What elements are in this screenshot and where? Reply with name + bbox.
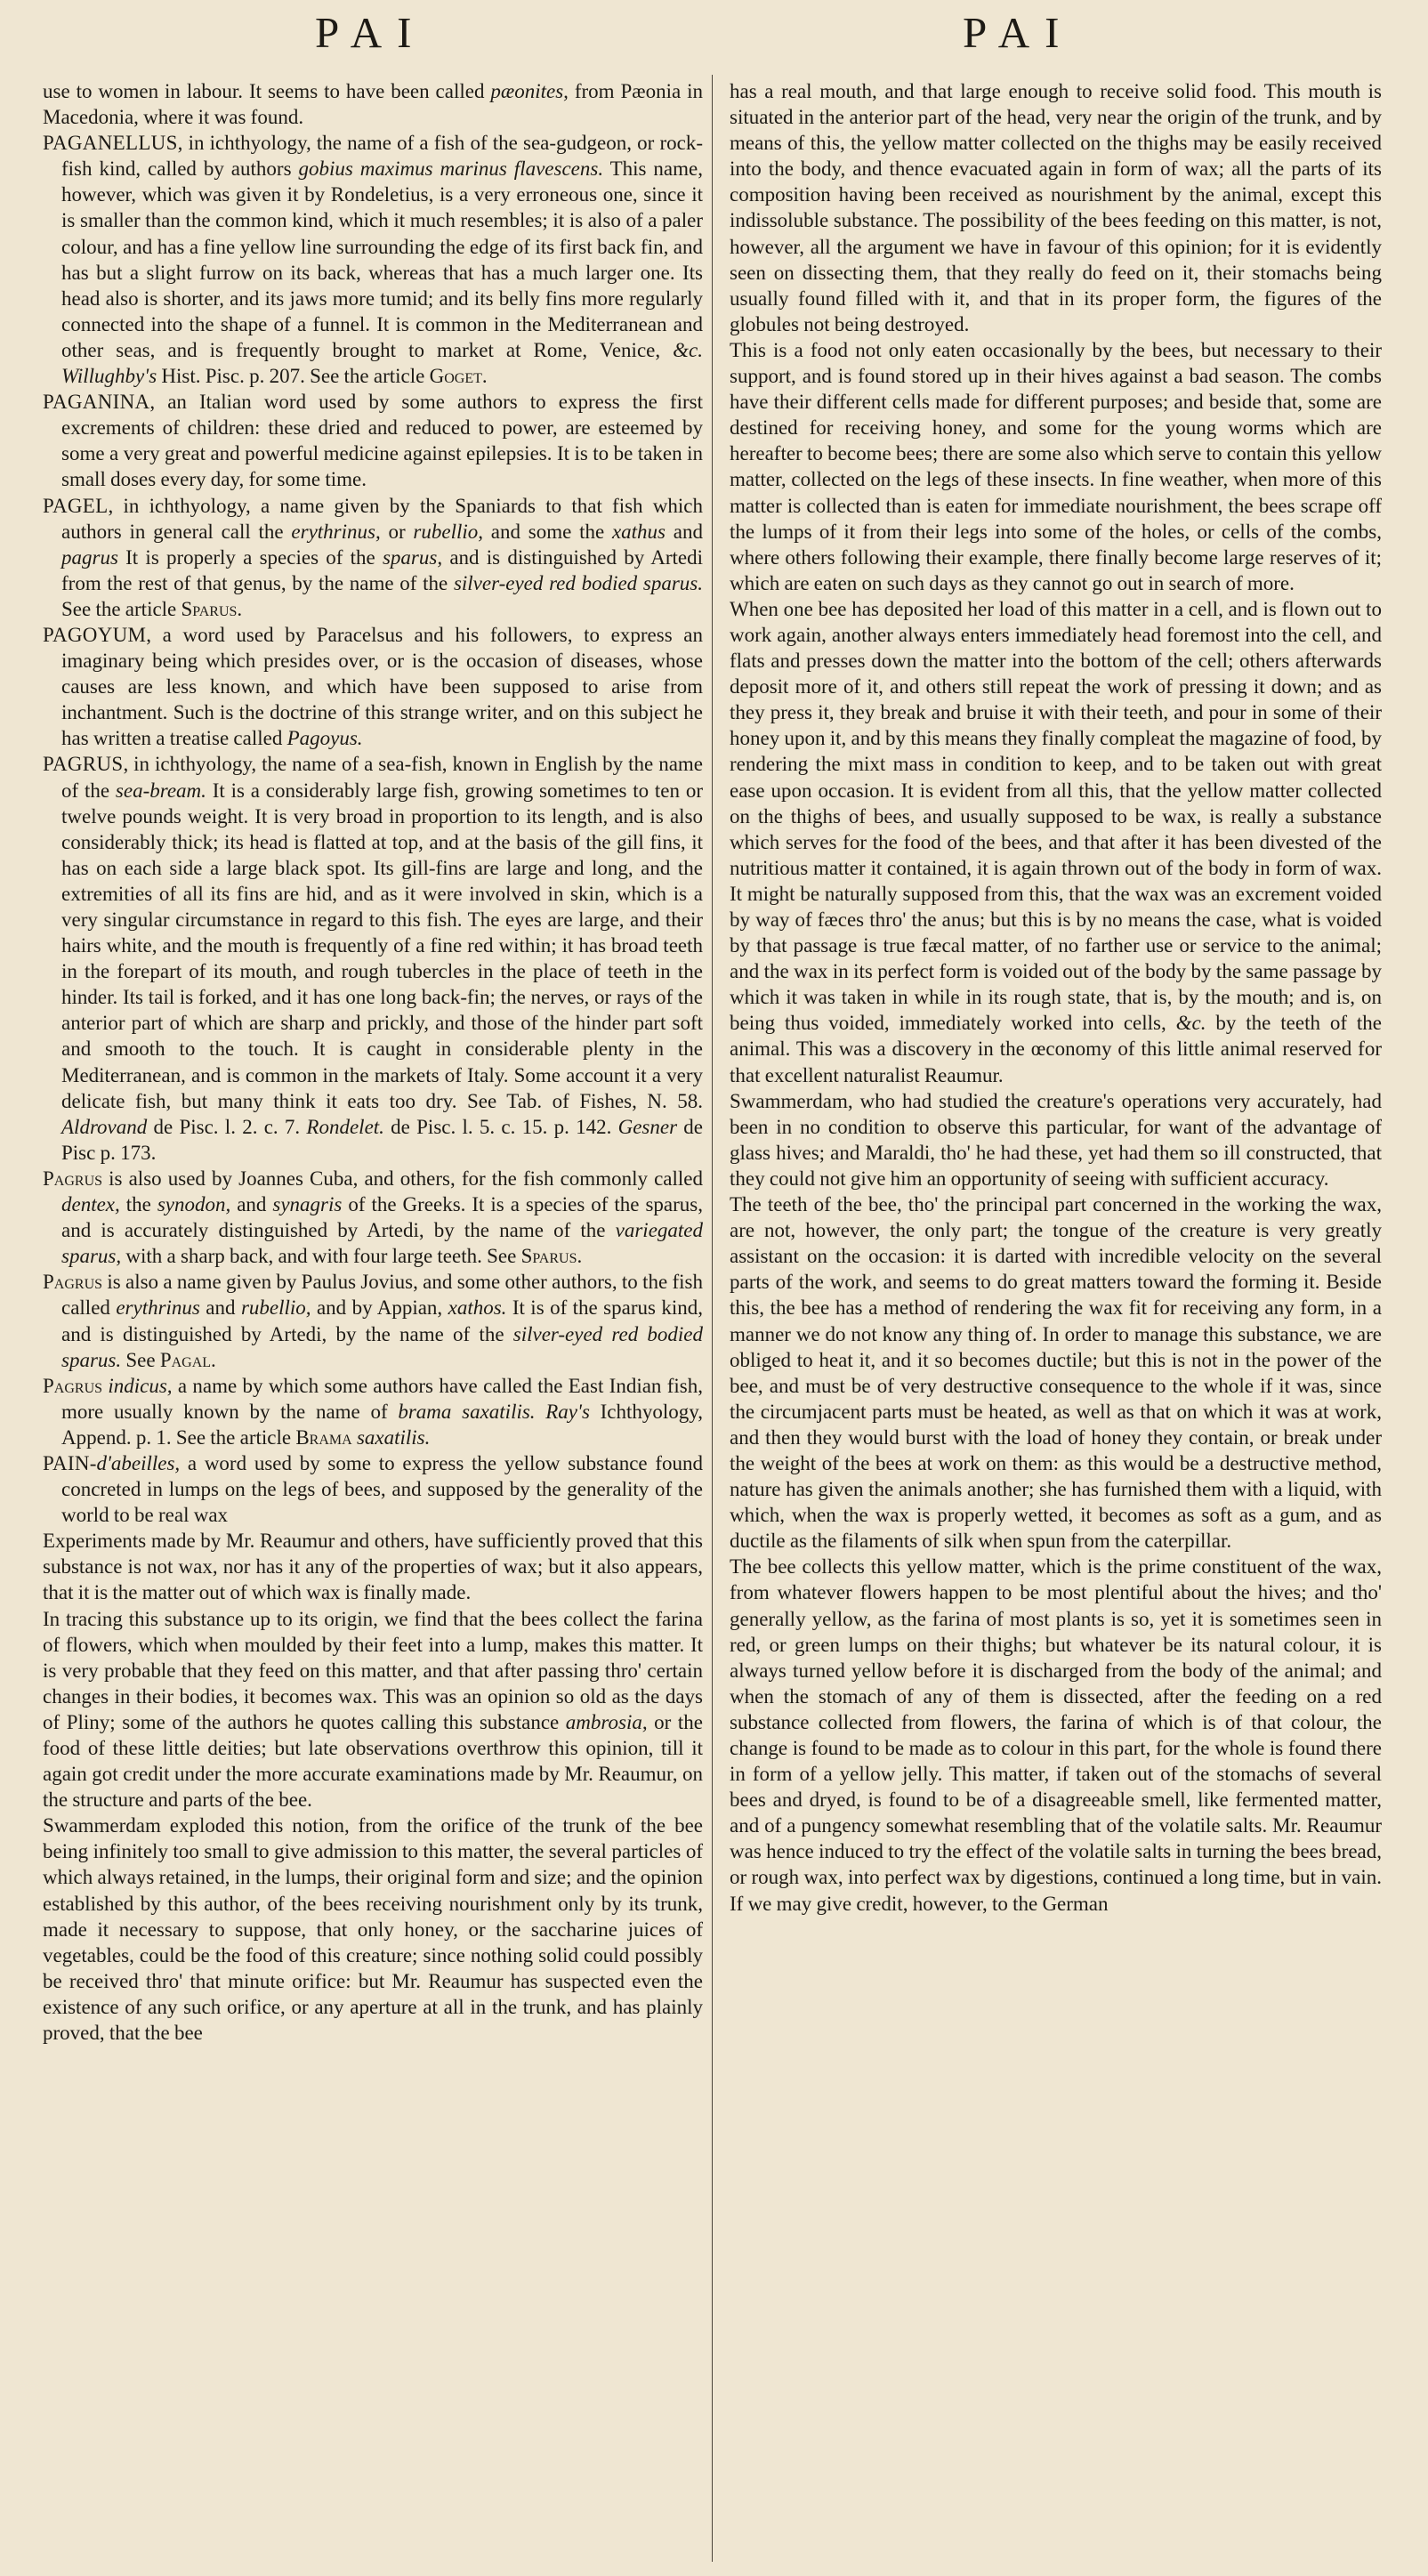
cross-reference: Pagrus bbox=[43, 1167, 103, 1190]
italic-term: &c. bbox=[1175, 1012, 1206, 1035]
text-run: Ichthyology, Append. p. 1. See the article bbox=[61, 1400, 704, 1449]
italic-term: gobius maximus marinus flavescens. bbox=[298, 157, 604, 181]
italic-term: &c. Willughby's bbox=[61, 338, 703, 388]
text-run: or bbox=[380, 520, 414, 543]
paragraph bbox=[43, 78, 703, 130]
italic-term: indicus, bbox=[108, 1374, 173, 1397]
italic-term: rubellio, bbox=[413, 520, 484, 543]
italic-term: pæonites, bbox=[490, 80, 569, 102]
italic-term: d'abeilles, bbox=[96, 1451, 181, 1474]
italic-term: synodon, bbox=[157, 1193, 231, 1216]
italic-term: Aldrovand bbox=[61, 1115, 148, 1138]
text-run: The bee collects this yellow matter, which is the prime constituent of the wax, from whatever flowers happen to be most plentiful about the hives; and tho' generally yellow, as the farina of most plants is so, yet it is sometimes seen in red, or green lumps on their thighs; but whatever be its natural colour, it is always turned yellow before it is discharged from the body of the animal; and when the stomach of any of them is dissected, after the feeding on a red substance collected from flowers, the farina of which is of that colour, the change is found to be made as to colour in this part, for the whole is found there in form of a yellow jelly. This matter, if taken out of the stomachs of several bees and dryed, is found to be of a disagreeable smell, like fermented matter, and of a pungency somewhat resembling that of the volatile salts. Mr. Reaumur was hence induced to try the effect of the volatile salts in turning the bees bread, or rough wax, into perfect wax by digestions, continued a long time, but in vain. If we may give credit, however, to the German bbox=[730, 1555, 1382, 1915]
italic-term: erythrinus bbox=[116, 1296, 200, 1320]
cross-reference: Sparus. bbox=[181, 597, 243, 620]
text-run: , a word used by Paracelsus and his followers, to express an imaginary being which presides over, or is the occasion of diseases, whose causes are less known, and which have been supposed to arise from inchantment. Such is the doctrine of this strange writer, and on this subject he has written a treatise called bbox=[61, 623, 703, 750]
paragraph bbox=[730, 337, 1382, 596]
dictionary-entry bbox=[43, 1373, 703, 1450]
cross-reference: Brama bbox=[295, 1425, 352, 1449]
paragraph bbox=[43, 1528, 703, 1605]
text-run: This is a food not only eaten occasionally by the bees, but necessary to their support, and is found stored up in their hives against a bad season. The combs have their different cells made for different purposes; and beside that, some are destined for receiving honey, and some for the young worms which are hereafter to become bees; there are some also which serve to contain this yellow matter, collected on the legs of these insects. In fine weather, when more of this matter is collected than is eaten for immediate nourishment, the bees scrape off the lumps of it from their legs into some of the holes, or cells of the combs, where others following their example, there finally become large reserves of it; which are eaten on such days as they cannot go out in search of more. bbox=[730, 338, 1382, 594]
italic-term: xathos. bbox=[448, 1296, 507, 1320]
text-run: and bbox=[666, 520, 703, 543]
text-run: by the teeth of the animal. This was a discovery in the œconomy of this little animal reserved for that excellent naturalist Reaumur. bbox=[730, 1012, 1382, 1086]
text-run: and is distinguished by Artedi from the rest of that genus, by the name of the bbox=[61, 545, 703, 594]
text-run: It is properly a species of the bbox=[117, 545, 383, 569]
italic-term: pagrus bbox=[61, 545, 118, 569]
cross-reference: Goget. bbox=[429, 365, 488, 388]
text-run: a name by which some authors have called the East Indian fish, more usually known by the name of bbox=[61, 1374, 703, 1423]
text-run: Hist. Pisc. p. 207. See the article bbox=[157, 365, 430, 388]
italic-term: dentex, bbox=[61, 1193, 120, 1216]
italic-term: ambrosia, bbox=[565, 1710, 648, 1733]
italic-term: saxatilis. bbox=[356, 1425, 431, 1449]
italic-term: Rondelet. bbox=[306, 1115, 384, 1138]
text-run: use to women in labour. It seems to have been called bbox=[43, 80, 491, 102]
paragraph bbox=[730, 78, 1382, 337]
left-column bbox=[43, 78, 703, 2046]
running-head-right: PAI bbox=[963, 8, 1075, 57]
italic-term: Pagoyus. bbox=[286, 727, 363, 750]
paragraph bbox=[730, 1191, 1382, 1554]
italic-term: xathus bbox=[611, 520, 666, 543]
text-run: This name, however, which was given it by Rondeletius, is a very erroneous one, since it is smaller than the common kind, which it much resembles; it is also of a paler colour, and has a fine yellow line surrounding the edge of its first back fin, and has but a slight furrow on its back, whereas that has a much larger one. Its head also is shorter, and its jaws more tumid; and its belly fins more regularly connected into the shape of a funnel. It is common in the Mediterranean and other seas, and is frequently brought to market at Rome, Venice, bbox=[61, 157, 703, 361]
headword: PAGOYUM bbox=[43, 623, 147, 646]
text-run: Swammerdam exploded this notion, from the orifice of the trunk of the bee being infinitely too small to give admission to this matter, the several particles of which always retained, in the lumps, their original form and size; and the opinion established by this author, of the bees receiving nourishment only by its trunk, made it necessary to suppose, that only honey, or the saccharine juices of vegetables, could be the food of this creature; since nothing solid could possibly be received thro' that minute orifice: but Mr. Reaumur has suspected even the existence of any such orifice, or any aperture at all in the trunk, and has plainly proved, that the bee bbox=[43, 1814, 703, 2045]
text-run: Swammerdam, who had studied the creature's operations very accurately, had been in no condition to observe this particular, for want of the advantage of glass hives; and Maraldi, tho' he had these, yet had them so ill constructed, that they could not give him an opportunity of seeing with sufficient accuracy. bbox=[730, 1089, 1382, 1190]
italic-term: Gesner bbox=[617, 1115, 678, 1138]
text-run: de Pisc p. 173. bbox=[61, 1115, 703, 1164]
text-run: , an Italian word used by some authors to express the first excrements of children: these dried and reduced to power, are esteemed by some a very great and powerful medicine against epilepsies. It is to be taken in small doses every day, for some time. bbox=[61, 391, 703, 491]
headword: PAGANINA bbox=[43, 391, 150, 414]
text-run: is also used by Joannes Cuba, and others, for the fish commonly called bbox=[102, 1167, 703, 1190]
running-head-left: PAI bbox=[315, 8, 427, 57]
cross-reference: Pagal. bbox=[159, 1348, 216, 1371]
text-run: , in ichthyology, a name given by the Spaniards to that fish which authors in general call the bbox=[61, 494, 703, 543]
italic-term: brama saxatilis. Ray's bbox=[398, 1400, 590, 1423]
italic-term: silver-eyed red bodied sparus. bbox=[61, 1322, 704, 1371]
text-run: from Pæonia in Macedonia, where it was found. bbox=[43, 80, 703, 129]
text-run: and some the bbox=[483, 520, 612, 543]
dictionary-entry bbox=[43, 493, 703, 622]
text-run: with a sharp back, and with four large teeth. See bbox=[121, 1245, 521, 1268]
dictionary-entry bbox=[43, 1269, 703, 1372]
italic-term: synagris bbox=[272, 1193, 343, 1216]
text-run: In tracing this substance up to its origin, we find that the bees collect the farina of flowers, which when moulded by their feet into a lump, makes this matter. It is very probable that they feed on this matter, and that after passing thro' certain changes in their bodies, it becomes wax. This was an opinion so old as the days of Pliny; some of the authors he quotes calling this substance bbox=[43, 1607, 703, 1733]
headword: PAGRUS bbox=[43, 753, 124, 776]
text-run: and by Appian, bbox=[311, 1296, 448, 1320]
text-run: a word used by some to express the yellow substance found concreted in lumps on the legs of bees, and supposed by the generality of the world to be real wax bbox=[61, 1451, 703, 1527]
text-run: de Pisc. l. 2. c. 7. bbox=[147, 1115, 307, 1138]
headword: PAIN bbox=[43, 1451, 90, 1474]
text-run: de Pisc. l. 5. c. 15. p. 142. bbox=[383, 1115, 618, 1138]
text-run: See bbox=[121, 1348, 160, 1371]
text-run: , in ichthyology, the name of a fish of the sea-gudgeon, or rock-fish kind, called by authors bbox=[61, 132, 703, 181]
text-run: of the Greeks. It is a species of the sparus, and is accurately distinguished by Artedi, by the name of the bbox=[61, 1193, 703, 1242]
italic-term: rubellio, bbox=[240, 1296, 311, 1320]
dictionary-entry bbox=[43, 1450, 703, 1528]
text-run: - bbox=[89, 1451, 97, 1474]
text-run: It is of the sparus kind, and is distinguished by Artedi, by the name of the bbox=[61, 1296, 703, 1345]
text-run: or the food of these little deities; but late observations overthrow this opinion, till it again got credit under the more accurate examinations made by Mr. Reaumur, on the structure and parts of the bee. bbox=[43, 1710, 703, 1812]
italic-term: sparus, bbox=[382, 545, 443, 569]
italic-term: erythrinus, bbox=[291, 520, 381, 543]
text-run: , in ichthyology, the name of a sea-fish, known in English by the name of the bbox=[61, 753, 703, 802]
text-run: has a real mouth, and that large enough to receive solid food. This mouth is situated in the anterior part of the head, very near the origin of the trunk, and by means of this, the yellow matter collected on the thighs may be easily received into the body, and thence evacuated again in form of wax; all the parts of its composition having been received as nourishment by the animal, except this indissoluble substance. The possibility of the bees feeding on this matter, is not, however, all the argument we have in favour of this opinion; for it is evidently seen on dissecting them, that they really do feed on it, their stomachs being usually found filled with it, and that in its proper form, the figures of the globules not being destroyed. bbox=[730, 80, 1382, 335]
headword: PAGEL bbox=[43, 494, 109, 517]
headword: PAGANELLUS bbox=[43, 132, 178, 155]
dictionary-entry bbox=[43, 130, 703, 389]
column-divider bbox=[712, 75, 713, 2562]
dictionary-entry bbox=[43, 751, 703, 1166]
text-run: and bbox=[230, 1193, 273, 1216]
italic-term: silver-eyed red bodied sparus. bbox=[453, 571, 703, 594]
paragraph bbox=[730, 596, 1382, 1088]
dictionary-entry bbox=[43, 1166, 703, 1269]
cross-reference: Pagrus bbox=[43, 1271, 103, 1294]
cross-reference: Pagrus bbox=[43, 1374, 103, 1397]
paragraph bbox=[43, 1606, 703, 1813]
right-column bbox=[730, 78, 1382, 1917]
italic-term: variegated sparus, bbox=[61, 1219, 703, 1268]
dictionary-entry bbox=[43, 389, 703, 492]
text-run: The teeth of the bee, tho' the principal part concerned in the working the wax, are not, however, the only part; the tongue of the creature is very greatly assistant on the occasion: it is darted with incredible velocity on the several parts of the work, and seems to do great matters toward the forming it. Beside this, the bee has a method of rendering the wax fit for receiving any form, in a manner we do not know any thing of. In order to manage this substance, we are obliged to heat it, and it so becomes ductile; but this is not in the power of the bee, and must be of very destructive consequence to the whole if it was, since the circumjacent parts must be heated, as well as that on which it was at work, and then they would burst with the load of honey they contain, or break under the weight of the bees at work on them: as this would be a destructive method, nature has given the animals another; she has furnished them with a liquid, with which, when the wax is properly wetted, it becomes as soft as a gum, and as ductile as the filaments of silk when spun from the caterpillar. bbox=[730, 1193, 1382, 1553]
text-run: See the article bbox=[61, 597, 182, 620]
paragraph bbox=[43, 1813, 703, 2046]
italic-term: sea-bream. bbox=[115, 779, 206, 802]
paragraph bbox=[730, 1088, 1382, 1191]
paragraph bbox=[730, 1554, 1382, 1916]
text-run: It is a considerably large fish, growing sometimes to ten or twelve pounds weight. It is very broad in proportion to its length, and is also considerably thick; its head is flatted at top, and at the basis of the gill fins, it has on each side a large black spot. Its gill-fins are large and long, and the extremities of all its fins are hid, and as it were involved in skin, which is a very singular circumstance in regard to this fish. The eyes are large, and their hairs white, and the mouth is frequently of a fine red within; it has broad teeth in the forepart of its mouth, and rough tubercles in the place of teeth in the hinder. Its tail is forked, and it has one long back-fin; the nerves, or rays of the anterior part of which are sharp and prickly, and those of the hinder part soft and smooth to the touch. It is caught in considerable plenty in the Mediterranean, and is common in the markets of Italy. Some account it a very delicate fish, but many think it eats too dry. See Tab. of Fishes, N. 58. bbox=[61, 779, 703, 1112]
text-run: and bbox=[199, 1296, 241, 1320]
text-run: When one bee has deposited her load of this matter in a cell, and is flown out to work again, another always enters immediately head foremost into the cell, and flats and presses down the matter into the bottom of the cell; others afterwards deposit more of it, and others still repeat the work of pressing it down; and as they press it, they break and bruise it with their teeth, and pour in some of their honey upon it, and by this means they finally compleat the magazine of food, by rendering the mixt mass in condition to keep, and to be taken out with great ease upon occasion. It is evident from all this, that the yellow matter collected on the thighs of bees, and usually supposed to be wax, is really a substance which serves for the food of the bees, and that after it has been divested of the nutritious matter it contained, it is again thrown out of the body in form of wax. It might be naturally supposed from this, that the wax was an excrement voided by way of fæces thro' the anus; but this is by no means the case, what is voided by that passage is true fæcal matter, of no farther use or service to the animal; and the wax in its perfect form is voided out of the body by the same passage by which it was taken in while in its rough state, that is, by the mouth; and is, on being thus voided, immediately worked into cells, bbox=[730, 597, 1382, 1035]
dictionary-entry bbox=[43, 622, 703, 751]
text-run: the bbox=[119, 1193, 157, 1216]
text-run: is also a name given by Paulus Jovius, and some other authors, to the fish called bbox=[61, 1271, 703, 1320]
cross-reference: Sparus. bbox=[520, 1245, 583, 1268]
text-run: Experiments made by Mr. Reaumur and others, have sufficiently proved that this substance is not wax, nor has it any of the properties of wax; but it also appears, that it is the matter out of which wax is finally made. bbox=[43, 1530, 703, 1604]
